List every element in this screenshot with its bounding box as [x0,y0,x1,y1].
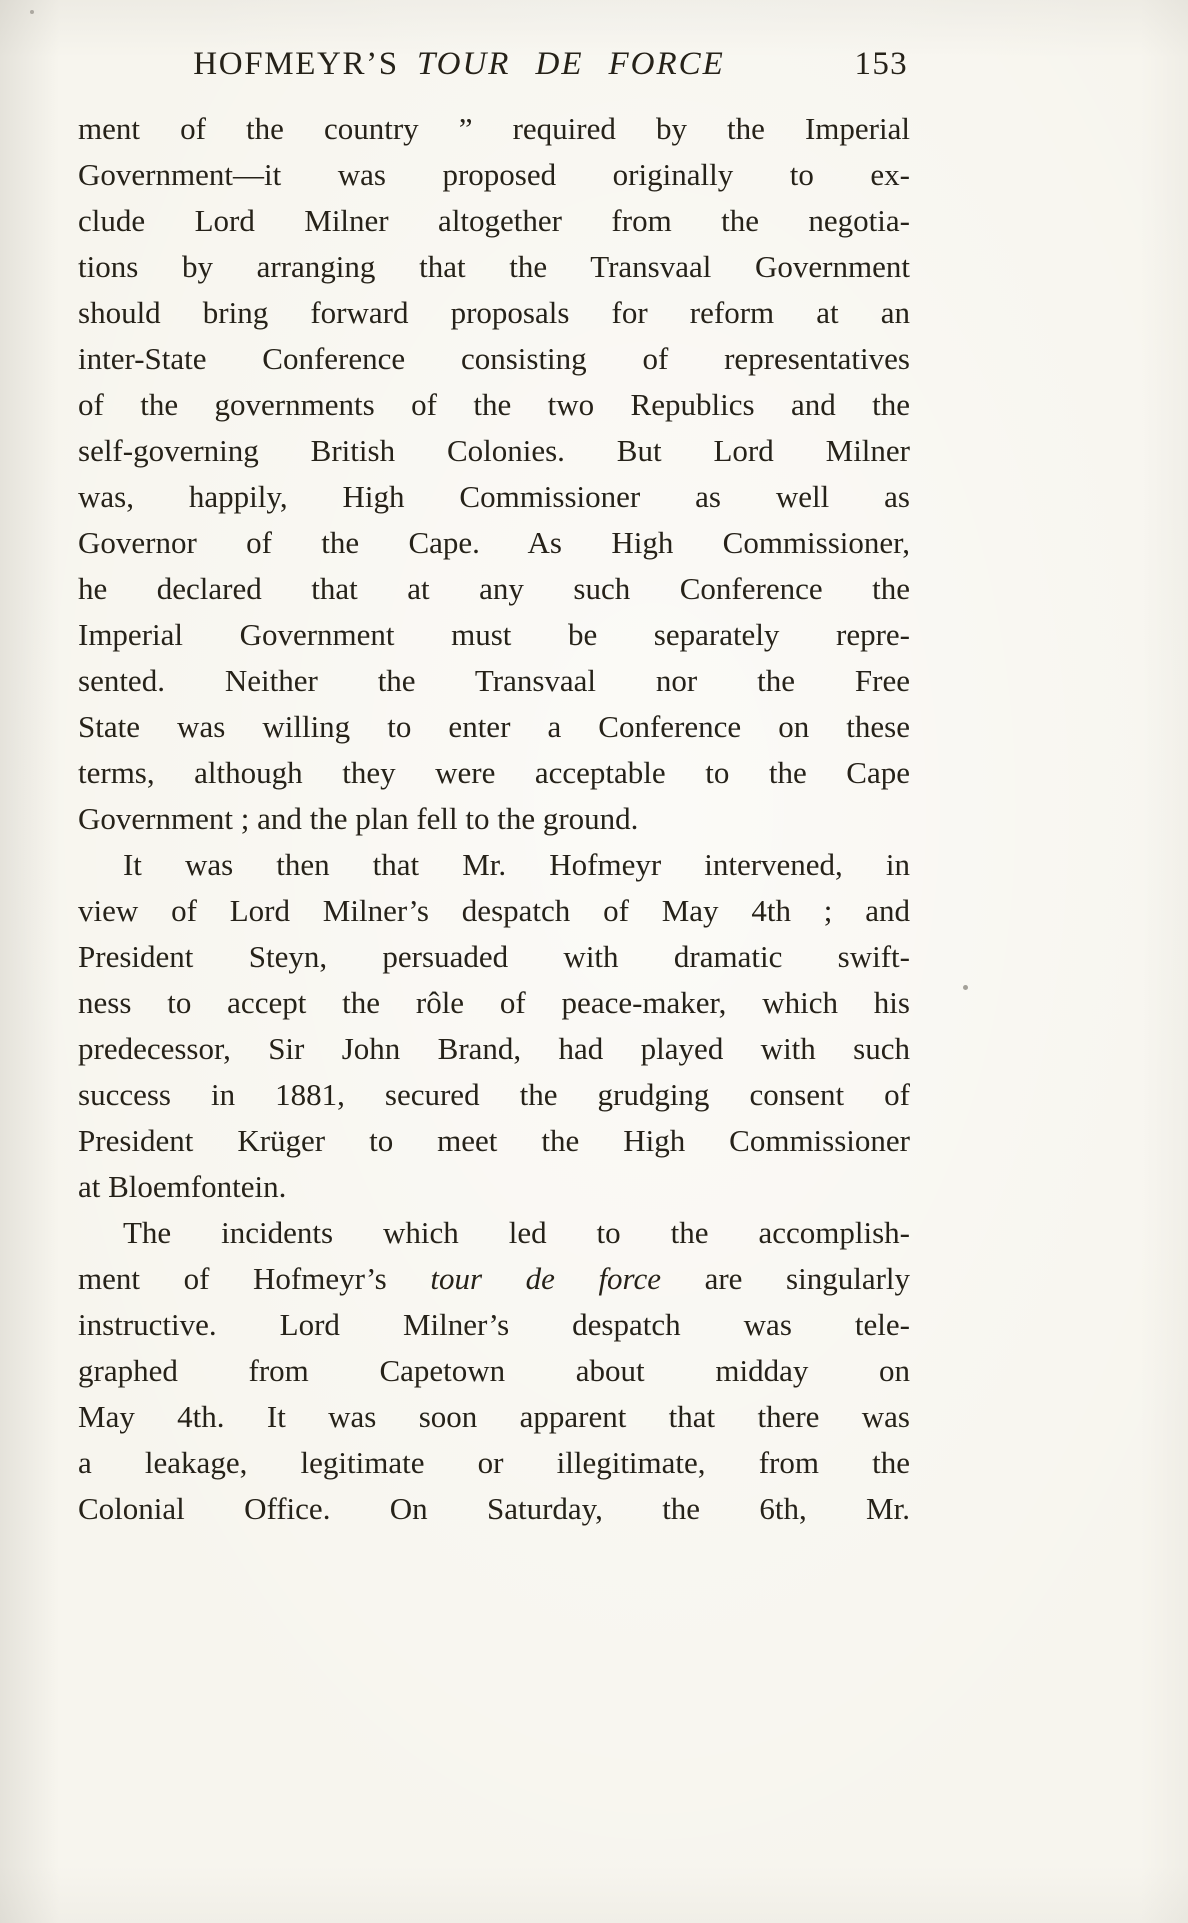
page-number: 153 [854,46,908,82]
text-segment: State was willing to enter a Conference on these [78,709,910,744]
text-line [78,1440,910,1486]
header-title-italic: TOUR DE FORCE [416,46,725,82]
text-segment: he declared that at any such Conference the [78,571,910,606]
text-line [78,612,910,658]
text-line [78,1072,910,1118]
text-line [78,750,910,796]
text-line [78,474,910,520]
paragraph [78,1210,910,1532]
text-segment: President Krüger to meet the High Commissioner [78,1123,910,1158]
text-line [78,1394,910,1440]
text-line [78,382,910,428]
text-segment: was, happily, High Commissioner as well as [78,479,910,514]
text-line [78,520,910,566]
text-line [78,1486,910,1532]
text-line [78,704,910,750]
text-line [78,566,910,612]
text-line [78,980,910,1026]
text-segment: graphed from Capetown about midday on [78,1353,910,1388]
text-line [78,198,910,244]
text-segment: self-governing British Colonies. But Lord Milner [78,433,910,468]
text-line [78,796,910,842]
text-segment: instructive. Lord Milner’s despatch was tele- [78,1307,910,1342]
text-segment: May 4th. It was soon apparent that there was [78,1399,910,1434]
text-line [78,658,910,704]
text-segment: ment of Hofmeyr’s [78,1261,431,1296]
text-line [78,1348,910,1394]
text-segment: Governor of the Cape. As High Commissioner, [78,525,910,560]
text-segment: terms, although they were acceptable to the Cape [78,755,910,790]
text-segment: The incidents which led to the accomplish- [122,1215,910,1250]
text-segment: success in 1881, secured the grudging consent of [78,1077,910,1112]
italic-text: tour de force [430,1261,661,1296]
text-line [78,1118,910,1164]
header-title-roman: HOFMEYR’S [193,46,399,82]
running-head [78,46,910,98]
text-segment: President Steyn, persuaded with dramatic swift- [78,939,910,974]
text-segment: Government—it was proposed originally to ex- [78,157,910,192]
text-line [78,244,910,290]
text-segment: are singularly [661,1261,911,1296]
text-line [78,152,910,198]
paragraph [78,842,910,1210]
text-line [78,842,910,888]
page-title [78,46,910,83]
text-segment: Imperial Government must be separately repre- [78,617,910,652]
text-segment: clude Lord Milner altogether from the negotia- [78,203,910,238]
text-line [78,934,910,980]
text-segment: predecessor, Sir John Brand, had played with such [78,1031,910,1066]
text-line [78,1256,910,1302]
text-segment: Government ; and the plan fell to the ground. [78,801,639,836]
text-segment: ness to accept the rôle of peace-maker, which his [78,985,910,1020]
text-column [78,46,910,1532]
text-segment: ment of the country ” required by the Imperial [78,111,910,146]
text-segment: at Bloemfontein. [78,1169,287,1204]
text-segment: sented. Neither the Transvaal nor the Free [78,663,910,698]
text-segment: Colonial Office. On Saturday, the 6th, Mr. [78,1491,910,1526]
text-segment: should bring forward proposals for reform at an [78,295,910,330]
text-line [78,290,910,336]
text-line [78,1210,910,1256]
text-line [78,106,910,152]
text-segment: inter-State Conference consisting of representatives [78,341,910,376]
text-line [78,1302,910,1348]
page-body [78,106,910,1532]
paragraph [78,106,910,842]
text-line [78,1026,910,1072]
text-line [78,428,910,474]
text-segment: a leakage, legitimate or illegitimate, from the [78,1445,910,1480]
text-line [78,1164,910,1210]
text-segment: view of Lord Milner’s despatch of May 4th ; and [78,893,910,928]
text-line [78,888,910,934]
text-segment: of the governments of the two Republics and the [78,387,910,422]
text-segment: It was then that Mr. Hofmeyr intervened, in [122,847,910,882]
text-line [78,336,910,382]
text-segment: tions by arranging that the Transvaal Government [78,249,910,284]
